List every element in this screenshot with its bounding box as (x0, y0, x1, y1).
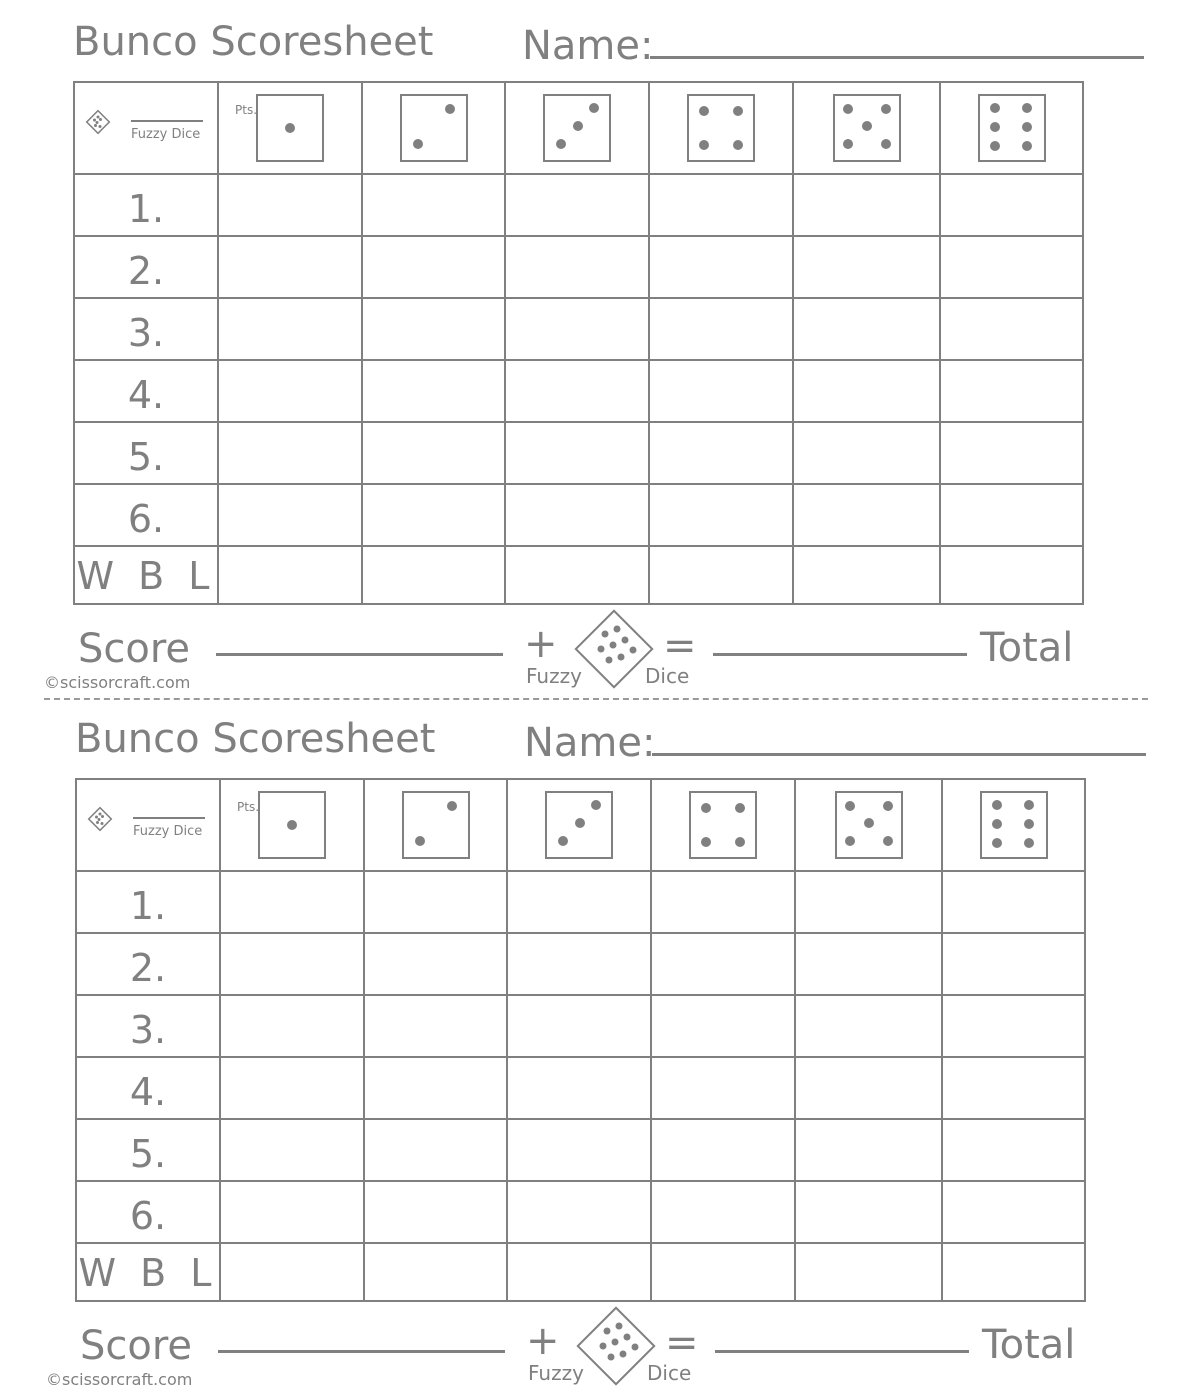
score-cell[interactable] (651, 1119, 795, 1181)
die-two-icon (400, 94, 468, 162)
wbl-row (74, 546, 1083, 604)
score-cell[interactable] (649, 422, 793, 484)
wbl-cell[interactable] (793, 546, 940, 604)
round-row (74, 298, 1083, 360)
round-label-cell (74, 298, 218, 360)
score-cell[interactable] (218, 360, 362, 422)
die-five-header (793, 82, 940, 174)
score-cell[interactable] (218, 236, 362, 298)
wbl-cell[interactable] (507, 1243, 651, 1301)
score-cell[interactable] (942, 1057, 1085, 1119)
score-cell[interactable] (651, 1057, 795, 1119)
score-input-line[interactable] (218, 1350, 505, 1353)
round-label-cell (76, 1057, 220, 1119)
die-three-icon (543, 94, 611, 162)
die-six-header (940, 82, 1083, 174)
wbl-label-cell (74, 546, 218, 604)
score-cell[interactable] (362, 174, 505, 236)
score-label: Score (78, 626, 191, 672)
score-cell[interactable] (942, 933, 1085, 995)
die-four-icon (689, 791, 757, 859)
dice-word: Dice (647, 1361, 692, 1385)
round-label-cell (74, 422, 218, 484)
score-cell[interactable] (940, 422, 1083, 484)
score-cell[interactable] (507, 871, 651, 933)
score-cell[interactable] (793, 360, 940, 422)
scoresheet-bottom (2, 697, 1200, 1397)
sheet-title: Bunco Scoresheet (73, 19, 434, 65)
fuzzy-die-icon (87, 806, 113, 832)
score-cell[interactable] (505, 422, 649, 484)
copyright-text: ©scissorcraft.com (46, 1370, 193, 1389)
pts-label: Pts. (235, 103, 258, 117)
score-cell[interactable] (364, 1119, 507, 1181)
round-label: 3. (129, 1008, 167, 1052)
wbl-label-cell (76, 1243, 220, 1301)
score-grid (75, 778, 1086, 1302)
score-cell[interactable] (218, 174, 362, 236)
score-cell[interactable] (649, 236, 793, 298)
round-label: 2. (129, 946, 167, 990)
plus-sign: + (526, 1318, 560, 1364)
score-cell[interactable] (940, 360, 1083, 422)
header-row (74, 82, 1083, 174)
score-cell[interactable] (651, 933, 795, 995)
score-cell[interactable] (651, 871, 795, 933)
equals-sign: = (665, 1320, 699, 1366)
round-label-cell (74, 174, 218, 236)
score-input-line[interactable] (216, 653, 503, 656)
score-cell[interactable] (362, 236, 505, 298)
round-label-cell (74, 484, 218, 546)
round-label-cell (74, 360, 218, 422)
score-cell[interactable] (649, 174, 793, 236)
score-cell[interactable] (793, 298, 940, 360)
wbl-row (76, 1243, 1085, 1301)
die-five-header (795, 779, 942, 871)
score-cell[interactable] (940, 174, 1083, 236)
score-cell[interactable] (793, 236, 940, 298)
score-cell[interactable] (940, 484, 1083, 546)
round-row (76, 871, 1085, 933)
score-cell[interactable] (793, 484, 940, 546)
round-row (76, 1057, 1085, 1119)
fuzzy-dice-label: Fuzzy Dice (133, 824, 203, 839)
score-cell[interactable] (218, 422, 362, 484)
round-label: 2. (127, 249, 165, 293)
score-cell[interactable] (362, 422, 505, 484)
round-label: 4. (127, 373, 165, 417)
score-cell[interactable] (364, 995, 507, 1057)
score-cell[interactable] (505, 360, 649, 422)
score-cell[interactable] (507, 933, 651, 995)
score-cell[interactable] (795, 1181, 942, 1243)
score-label: Score (80, 1323, 193, 1369)
score-cell[interactable] (362, 484, 505, 546)
score-cell[interactable] (649, 484, 793, 546)
die-two-icon (402, 791, 470, 859)
round-label-cell (76, 995, 220, 1057)
dice-word: Dice (645, 664, 690, 688)
wbl-cell[interactable] (649, 546, 793, 604)
fuzzy-die-icon (85, 109, 111, 135)
die-one-header (220, 779, 364, 871)
score-cell[interactable] (793, 422, 940, 484)
round-label-cell (76, 1181, 220, 1243)
die-two-header (362, 82, 505, 174)
score-cell[interactable] (942, 995, 1085, 1057)
score-cell[interactable] (220, 1119, 364, 1181)
die-five-icon (833, 94, 901, 162)
score-cell[interactable] (362, 360, 505, 422)
die-five-icon (835, 791, 903, 859)
round-row (76, 1119, 1085, 1181)
score-cell[interactable] (795, 1119, 942, 1181)
score-cell[interactable] (364, 1057, 507, 1119)
name-label: Name: (522, 23, 654, 69)
score-cell[interactable] (364, 933, 507, 995)
score-cell[interactable] (795, 871, 942, 933)
round-row (76, 995, 1085, 1057)
round-row (76, 933, 1085, 995)
score-cell[interactable] (507, 1057, 651, 1119)
fuzzy-dice-header-cell (76, 779, 260, 871)
round-row (74, 236, 1083, 298)
score-cell[interactable] (942, 1181, 1085, 1243)
name-input-line[interactable] (652, 753, 1146, 756)
name-input-line[interactable] (650, 56, 1144, 59)
plus-sign: + (524, 621, 558, 667)
total-input-line[interactable] (713, 653, 967, 656)
wbl-cell[interactable] (505, 546, 649, 604)
round-label: 1. (127, 187, 165, 231)
score-cell[interactable] (940, 298, 1083, 360)
total-label: Total (980, 625, 1074, 671)
score-cell[interactable] (649, 298, 793, 360)
fuzzy-word: Fuzzy (526, 664, 582, 688)
die-one-icon (256, 94, 324, 162)
score-cell[interactable] (505, 174, 649, 236)
equals-sign: = (663, 623, 697, 669)
round-row (76, 1181, 1085, 1243)
score-cell[interactable] (220, 933, 364, 995)
round-label-cell (74, 236, 218, 298)
die-six-icon (980, 791, 1048, 859)
score-cell[interactable] (220, 1181, 364, 1243)
fuzzy-die-icon[interactable] (575, 1305, 657, 1387)
round-label-cell (76, 1119, 220, 1181)
round-row (74, 174, 1083, 236)
wbl-cell[interactable] (364, 1243, 507, 1301)
total-input-line[interactable] (715, 1350, 969, 1353)
die-six-icon (978, 94, 1046, 162)
die-three-header (507, 779, 651, 871)
die-three-icon (545, 791, 613, 859)
score-cell[interactable] (505, 298, 649, 360)
name-label: Name: (524, 720, 656, 766)
score-cell[interactable] (364, 871, 507, 933)
wbl-cell[interactable] (651, 1243, 795, 1301)
round-row (74, 360, 1083, 422)
total-label: Total (982, 1322, 1076, 1368)
round-row (74, 484, 1083, 546)
score-cell[interactable] (793, 174, 940, 236)
wbl-cell[interactable] (942, 1243, 1085, 1301)
score-cell[interactable] (507, 1181, 651, 1243)
score-cell[interactable] (362, 298, 505, 360)
copyright-text: ©scissorcraft.com (44, 673, 191, 692)
die-one-icon (258, 791, 326, 859)
score-cell[interactable] (649, 360, 793, 422)
fuzzy-die-icon[interactable] (573, 608, 655, 690)
round-label: 3. (127, 311, 165, 355)
die-four-header (649, 82, 793, 174)
score-cell[interactable] (220, 871, 364, 933)
score-cell[interactable] (795, 1057, 942, 1119)
fuzzy-dice-header-cell (74, 82, 258, 174)
wbl-label: W B L (76, 554, 216, 598)
score-cell[interactable] (220, 1057, 364, 1119)
round-label: 1. (129, 884, 167, 928)
round-label: 6. (129, 1194, 167, 1238)
round-label-cell (76, 933, 220, 995)
pts-label: Pts. (237, 800, 260, 814)
pts-line (131, 120, 203, 122)
round-label: 5. (127, 435, 165, 479)
wbl-label: W B L (78, 1251, 218, 1295)
pts-line (133, 817, 205, 819)
score-cell[interactable] (218, 298, 362, 360)
wbl-cell[interactable] (795, 1243, 942, 1301)
sheet-title: Bunco Scoresheet (75, 716, 436, 762)
fuzzy-dice-label: Fuzzy Dice (131, 127, 201, 142)
die-one-header (218, 82, 362, 174)
score-cell[interactable] (507, 995, 651, 1057)
round-row (74, 422, 1083, 484)
score-cell[interactable] (505, 484, 649, 546)
die-four-header (651, 779, 795, 871)
die-four-icon (687, 94, 755, 162)
round-label: 5. (129, 1132, 167, 1176)
score-cell[interactable] (940, 236, 1083, 298)
die-two-header (364, 779, 507, 871)
wbl-cell[interactable] (220, 1243, 364, 1301)
round-label-cell (76, 871, 220, 933)
score-cell[interactable] (651, 1181, 795, 1243)
score-cell[interactable] (364, 1181, 507, 1243)
score-cell[interactable] (795, 933, 942, 995)
score-cell[interactable] (942, 871, 1085, 933)
fuzzy-word: Fuzzy (528, 1361, 584, 1385)
wbl-cell[interactable] (218, 546, 362, 604)
wbl-cell[interactable] (362, 546, 505, 604)
round-label: 6. (127, 497, 165, 541)
score-cell[interactable] (218, 484, 362, 546)
score-cell[interactable] (507, 1119, 651, 1181)
wbl-cell[interactable] (940, 546, 1083, 604)
score-cell[interactable] (942, 1119, 1085, 1181)
header-row (76, 779, 1085, 871)
score-cell[interactable] (220, 995, 364, 1057)
die-three-header (505, 82, 649, 174)
round-label: 4. (129, 1070, 167, 1114)
score-cell[interactable] (505, 236, 649, 298)
score-cell[interactable] (795, 995, 942, 1057)
score-cell[interactable] (651, 995, 795, 1057)
score-grid (73, 81, 1084, 605)
die-six-header (942, 779, 1085, 871)
